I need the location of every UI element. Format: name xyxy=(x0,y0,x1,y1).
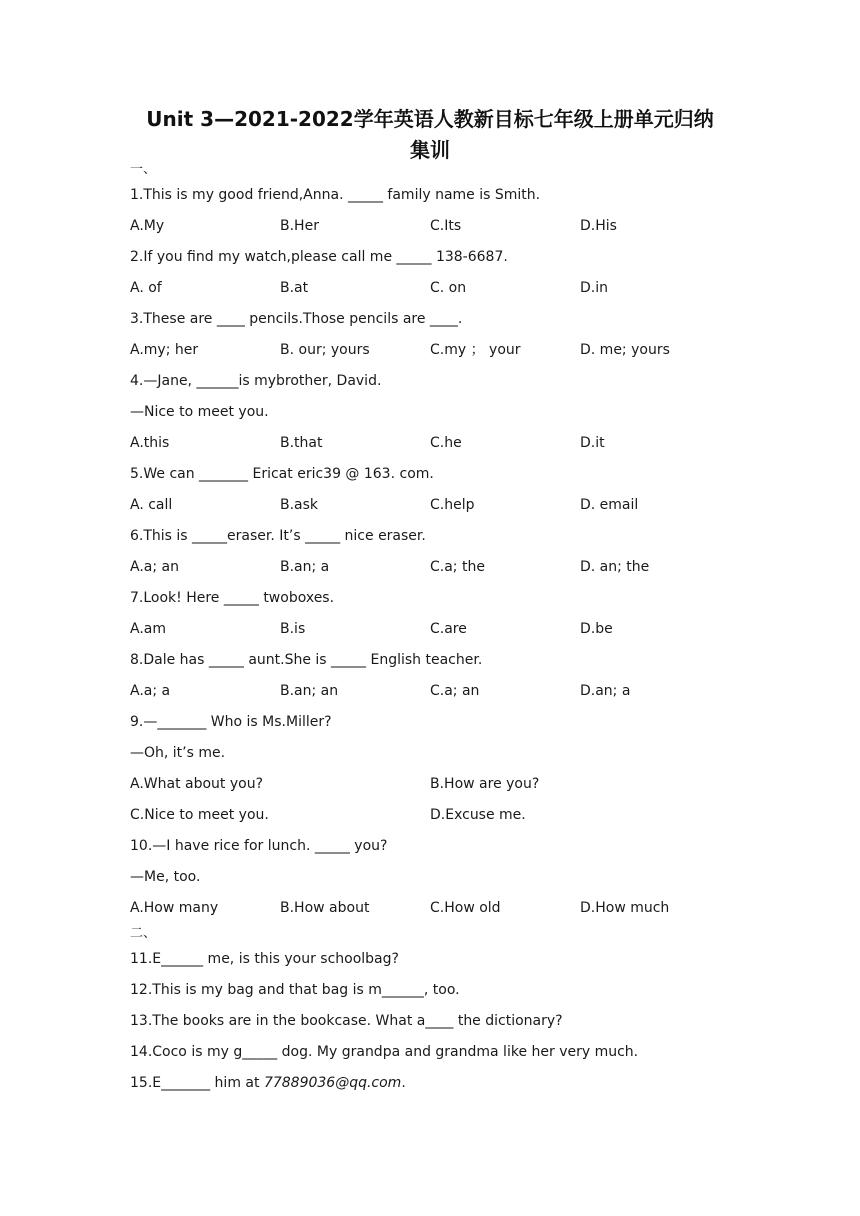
option-c: C.Its xyxy=(430,218,462,234)
option-b: B.How about xyxy=(280,900,370,916)
option-d: D.it xyxy=(580,435,605,451)
option-c: C.are xyxy=(430,621,467,637)
option-c: C.How old xyxy=(430,900,501,916)
document-title xyxy=(100,104,760,166)
options-2 xyxy=(130,273,770,304)
option-a: A.a; a xyxy=(130,683,171,699)
option-c: C.Nice to meet you. xyxy=(130,807,269,823)
question-12: 12.This is my bag and that bag is m______, too. xyxy=(130,982,460,998)
option-c: C.he xyxy=(430,435,462,451)
option-d: D. an; the xyxy=(580,559,650,575)
option-d: D.How much xyxy=(580,900,670,916)
email-address: 77889036@qq.com xyxy=(263,1075,402,1091)
question-1: 1.This is my good friend,Anna. _____ family name is Smith. xyxy=(130,187,541,203)
question-9: 9.—_______ Who is Ms.Miller? xyxy=(130,714,332,730)
option-d: D. me; yours xyxy=(580,342,670,358)
question-8: 8.Dale has _____ aunt.She is _____ English teacher. xyxy=(130,652,483,668)
options-8 xyxy=(130,676,770,707)
option-a: A. of xyxy=(130,280,162,296)
option-c: C.a; an xyxy=(430,683,480,699)
option-c: C.a; the xyxy=(430,559,485,575)
option-a: A.How many xyxy=(130,900,219,916)
options-3 xyxy=(130,335,770,366)
option-a: A.a; an xyxy=(130,559,179,575)
option-b: B.How are you? xyxy=(430,776,540,792)
question-7: 7.Look! Here _____ twoboxes. xyxy=(130,590,335,606)
option-a: A. call xyxy=(130,497,173,513)
option-a: A.this xyxy=(130,435,170,451)
title-line-1: Unit 3—2021-2022学年英语人教新目标七年级上册单元归纳 xyxy=(146,107,714,131)
option-d: D.in xyxy=(580,280,608,296)
question-9-reply: —Oh, it’s me. xyxy=(130,745,226,761)
question-4: 4.—Jane, ______is mybrother, David. xyxy=(130,373,382,389)
question-3: 3.These are ____ pencils.Those pencils are ____. xyxy=(130,311,463,327)
document-content xyxy=(130,160,770,1099)
question-10-reply: —Me, too. xyxy=(130,869,201,885)
option-b: B.an; a xyxy=(280,559,330,575)
option-b: B.ask xyxy=(280,497,319,513)
options-5 xyxy=(130,490,770,521)
option-a: A.my; her xyxy=(130,342,199,358)
option-d: D.be xyxy=(580,621,613,637)
question-11: 11.E______ me, is this your schoolbag? xyxy=(130,951,399,967)
section-heading-1: 一、 xyxy=(130,162,157,177)
question-10: 10.—I have rice for lunch. _____ you? xyxy=(130,838,388,854)
option-d: D.an; a xyxy=(580,683,631,699)
option-b: B.at xyxy=(280,280,309,296)
option-b: B.is xyxy=(280,621,306,637)
question-15-end: . xyxy=(401,1075,406,1091)
question-4-reply: —Nice to meet you. xyxy=(130,404,269,420)
option-c: C. on xyxy=(430,280,467,296)
question-13: 13.The books are in the bookcase. What a____ the dictionary? xyxy=(130,1013,563,1029)
question-15 xyxy=(130,1068,770,1099)
option-d: D. email xyxy=(580,497,639,513)
options-4 xyxy=(130,428,770,459)
question-15-text: 15.E_______ him at xyxy=(130,1075,264,1091)
option-b: B.Her xyxy=(280,218,319,234)
options-9-row-2 xyxy=(130,800,770,831)
question-14: 14.Coco is my g_____ dog. My grandpa and grandma like her very much. xyxy=(130,1044,639,1060)
question-6: 6.This is _____eraser. It’s _____ nice eraser. xyxy=(130,528,426,544)
option-d: D.His xyxy=(580,218,617,234)
option-a: A.My xyxy=(130,218,165,234)
option-c: C.my ； your xyxy=(430,342,521,358)
title-line-2: 集训 xyxy=(410,138,450,162)
option-c: C.help xyxy=(430,497,475,513)
section-heading-2: 二、 xyxy=(130,926,157,941)
option-b: B.that xyxy=(280,435,323,451)
question-2: 2.If you find my watch,please call me _____ 138-6687. xyxy=(130,249,508,265)
options-7 xyxy=(130,614,770,645)
options-10 xyxy=(130,893,770,924)
options-6 xyxy=(130,552,770,583)
option-b: B.an; an xyxy=(280,683,339,699)
option-d: D.Excuse me. xyxy=(430,807,526,823)
options-1 xyxy=(130,211,770,242)
option-a: A.What about you? xyxy=(130,776,264,792)
option-b: B. our; yours xyxy=(280,342,370,358)
options-9-row-1 xyxy=(130,769,770,800)
option-a: A.am xyxy=(130,621,166,637)
question-5: 5.We can _______ Ericat eric39 @ 163. com. xyxy=(130,466,434,482)
